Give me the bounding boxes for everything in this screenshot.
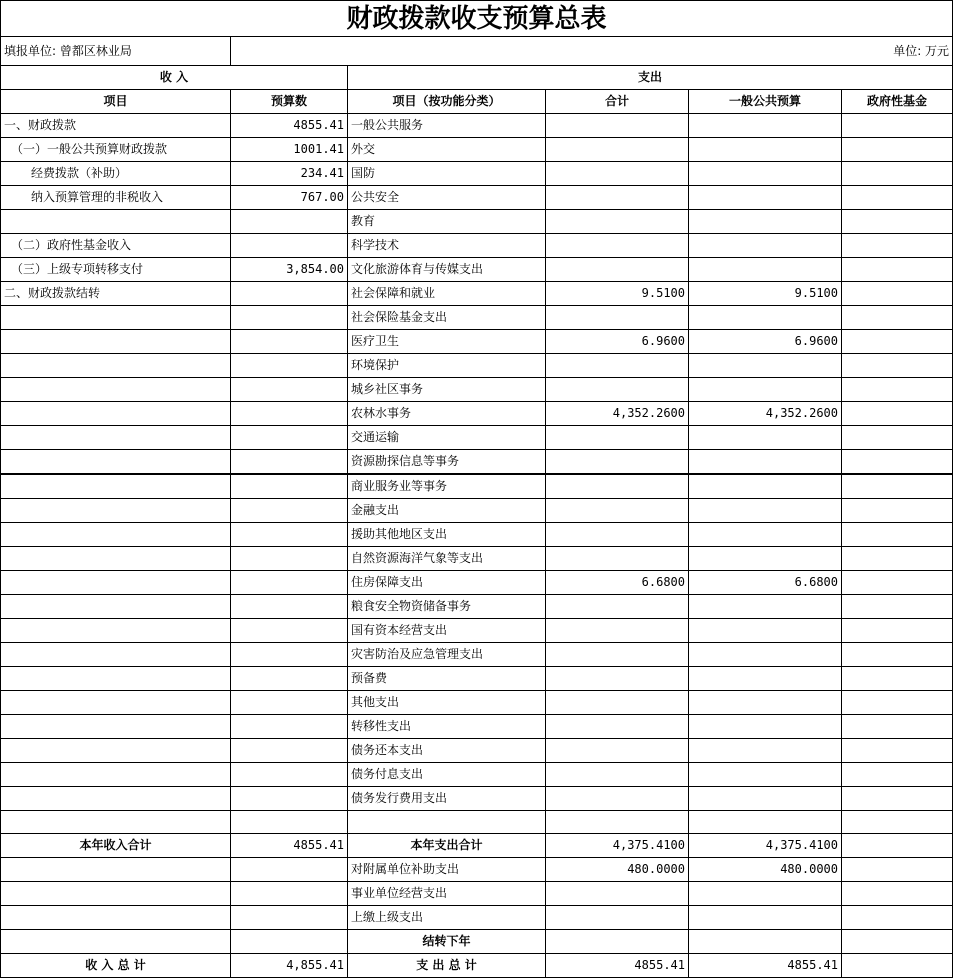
- expense-total-cell: [546, 234, 689, 258]
- table-row: [1, 162, 953, 186]
- expense-general-cell: [689, 691, 842, 715]
- expense-general-cell: [689, 811, 842, 834]
- income-amount-cell: 3,854.00: [231, 258, 348, 282]
- table-row: [1, 330, 953, 354]
- table-row: [1, 834, 953, 858]
- expense-total-cell: [546, 306, 689, 330]
- expense-fund-cell: [842, 330, 953, 354]
- table-row: [1, 954, 953, 978]
- income-amount-cell: [231, 595, 348, 619]
- expense-fund-cell: [842, 306, 953, 330]
- income-item-cell: （三）上级专项转移支付: [1, 258, 231, 282]
- income-amount-cell: [231, 571, 348, 595]
- income-item-cell: 纳入预算管理的非税收入: [1, 186, 231, 210]
- expense-general-cell: [689, 234, 842, 258]
- expense-item-cell: 资源勘探信息等事务: [348, 450, 546, 475]
- expense-item-cell: 城乡社区事务: [348, 378, 546, 402]
- income-amount-cell: 4855.41: [231, 114, 348, 138]
- expense-fund-cell: [842, 210, 953, 234]
- table-row: [1, 523, 953, 547]
- table-row: [1, 186, 953, 210]
- income-amount-cell: [231, 474, 348, 499]
- expense-general-cell: 6.9600: [689, 330, 842, 354]
- table-row: [1, 930, 953, 954]
- income-amount-cell: 234.41: [231, 162, 348, 186]
- expense-total-cell: [546, 474, 689, 499]
- expense-general-cell: [689, 114, 842, 138]
- expense-general-cell: [689, 162, 842, 186]
- income-amount-cell: [231, 354, 348, 378]
- income-amount-cell: [231, 930, 348, 954]
- income-amount-cell: 4,855.41: [231, 954, 348, 978]
- expense-item-cell: 其他支出: [348, 691, 546, 715]
- expense-fund-cell: [842, 595, 953, 619]
- expense-general-cell: 480.0000: [689, 858, 842, 882]
- col-gov-fund-header: 政府性基金: [842, 90, 953, 114]
- expense-general-cell: [689, 378, 842, 402]
- table-row: [1, 619, 953, 643]
- expense-general-cell: 4855.41: [689, 954, 842, 978]
- income-amount-cell: [231, 619, 348, 643]
- expense-item-cell: 环境保护: [348, 354, 546, 378]
- income-item-cell: [1, 739, 231, 763]
- income-amount-cell: [231, 811, 348, 834]
- expense-total-cell: [546, 378, 689, 402]
- income-item-cell: [1, 643, 231, 667]
- expense-fund-cell: [842, 763, 953, 787]
- income-item-cell: [1, 547, 231, 571]
- income-item-cell: [1, 499, 231, 523]
- expense-total-cell: [546, 787, 689, 811]
- expense-total-cell: 4855.41: [546, 954, 689, 978]
- expense-general-cell: [689, 643, 842, 667]
- income-amount-cell: [231, 763, 348, 787]
- income-amount-cell: [231, 426, 348, 450]
- expense-general-cell: [689, 306, 842, 330]
- table-row: [1, 354, 953, 378]
- page-title: 财政拨款收支预算总表: [0, 0, 953, 36]
- expense-general-cell: [689, 882, 842, 906]
- expense-fund-cell: [842, 571, 953, 595]
- expense-item-cell: 医疗卫生: [348, 330, 546, 354]
- expense-total-cell: 6.6800: [546, 571, 689, 595]
- income-item-cell: [1, 450, 231, 475]
- income-amount-cell: [231, 282, 348, 306]
- expense-item-cell: 国防: [348, 162, 546, 186]
- income-amount-cell: [231, 739, 348, 763]
- income-item-cell: （二）政府性基金收入: [1, 234, 231, 258]
- expense-fund-cell: [842, 402, 953, 426]
- expense-item-cell: 债务付息支出: [348, 763, 546, 787]
- expense-total-cell: [546, 906, 689, 930]
- income-item-cell: 二、财政拨款结转: [1, 282, 231, 306]
- expense-general-cell: [689, 354, 842, 378]
- income-item-cell: [1, 763, 231, 787]
- table-row: [1, 210, 953, 234]
- expense-total-cell: [546, 643, 689, 667]
- expense-item-cell: 结转下年: [348, 930, 546, 954]
- col-item-header: 项目: [1, 90, 231, 114]
- table-row: [1, 763, 953, 787]
- col-general-header: 一般公共预算: [689, 90, 842, 114]
- column-header-row: [1, 90, 953, 114]
- table-row: [1, 643, 953, 667]
- expense-fund-cell: [842, 930, 953, 954]
- expense-item-cell: 对附属单位补助支出: [348, 858, 546, 882]
- expense-item-cell: 科学技术: [348, 234, 546, 258]
- expense-item-cell: 交通运输: [348, 426, 546, 450]
- table-row: [1, 114, 953, 138]
- income-amount-cell: [231, 523, 348, 547]
- expense-item-cell: 农林水事务: [348, 402, 546, 426]
- table-row: [1, 547, 953, 571]
- expense-total-cell: [546, 426, 689, 450]
- expense-item-cell: 公共安全: [348, 186, 546, 210]
- income-item-cell: 收 入 总 计: [1, 954, 231, 978]
- reporting-unit: 填报单位: 曾都区林业局: [1, 37, 231, 66]
- expense-total-cell: [546, 499, 689, 523]
- expense-fund-cell: [842, 426, 953, 450]
- expense-fund-cell: [842, 954, 953, 978]
- expense-general-cell: [689, 619, 842, 643]
- expense-fund-cell: [842, 234, 953, 258]
- col-budget-header: 预算数: [231, 90, 348, 114]
- expense-total-cell: [546, 258, 689, 282]
- income-item-cell: [1, 571, 231, 595]
- expense-fund-cell: [842, 547, 953, 571]
- expense-general-cell: [689, 667, 842, 691]
- expense-total-cell: [546, 523, 689, 547]
- table-row: [1, 499, 953, 523]
- expense-total-cell: [546, 114, 689, 138]
- income-item-cell: [1, 715, 231, 739]
- expense-fund-cell: [842, 114, 953, 138]
- expense-total-cell: 480.0000: [546, 858, 689, 882]
- table-row: [1, 667, 953, 691]
- income-item-cell: [1, 474, 231, 499]
- table-row: [1, 811, 953, 834]
- income-item-cell: [1, 691, 231, 715]
- income-amount-cell: [231, 450, 348, 475]
- expense-fund-cell: [842, 186, 953, 210]
- expense-item-cell: 本年支出合计: [348, 834, 546, 858]
- expense-general-cell: [689, 763, 842, 787]
- expense-total-cell: [546, 715, 689, 739]
- col-total-header: 合计: [546, 90, 689, 114]
- expense-item-cell: 债务发行费用支出: [348, 787, 546, 811]
- expense-general-cell: 4,375.4100: [689, 834, 842, 858]
- expense-general-cell: [689, 547, 842, 571]
- expense-item-cell: 自然资源海洋气象等支出: [348, 547, 546, 571]
- expense-item-cell: 社会保障和就业: [348, 282, 546, 306]
- expense-general-cell: [689, 186, 842, 210]
- budget-table: [0, 36, 953, 978]
- income-item-cell: [1, 210, 231, 234]
- expense-fund-cell: [842, 450, 953, 475]
- table-row: [1, 450, 953, 475]
- income-amount-cell: 767.00: [231, 186, 348, 210]
- expense-total-cell: [546, 763, 689, 787]
- expense-fund-cell: [842, 523, 953, 547]
- income-item-cell: [1, 619, 231, 643]
- expense-total-cell: [546, 811, 689, 834]
- income-amount-cell: [231, 306, 348, 330]
- expense-item-cell: [348, 811, 546, 834]
- expense-fund-cell: [842, 691, 953, 715]
- table-row: [1, 906, 953, 930]
- expense-general-cell: 6.6800: [689, 571, 842, 595]
- table-row: [1, 402, 953, 426]
- income-item-cell: [1, 402, 231, 426]
- expense-item-cell: 事业单位经营支出: [348, 882, 546, 906]
- expense-item-cell: 一般公共服务: [348, 114, 546, 138]
- expense-total-cell: 4,375.4100: [546, 834, 689, 858]
- expense-general-cell: [689, 138, 842, 162]
- income-amount-cell: [231, 234, 348, 258]
- income-amount-cell: [231, 906, 348, 930]
- expense-total-cell: 4,352.2600: [546, 402, 689, 426]
- expense-general-cell: [689, 258, 842, 282]
- expense-item-cell: 外交: [348, 138, 546, 162]
- income-amount-cell: [231, 402, 348, 426]
- table-row: [1, 306, 953, 330]
- income-item-cell: [1, 858, 231, 882]
- expense-fund-cell: [842, 834, 953, 858]
- income-item-cell: [1, 306, 231, 330]
- table-row: [1, 474, 953, 499]
- expense-item-cell: 国有资本经营支出: [348, 619, 546, 643]
- expense-general-cell: [689, 426, 842, 450]
- income-amount-cell: [231, 787, 348, 811]
- income-item-cell: [1, 595, 231, 619]
- income-amount-cell: [231, 643, 348, 667]
- expense-total-cell: 6.9600: [546, 330, 689, 354]
- expense-fund-cell: [842, 787, 953, 811]
- section-header-row: [1, 66, 953, 90]
- table-row: [1, 234, 953, 258]
- table-row: [1, 882, 953, 906]
- expense-general-cell: [689, 595, 842, 619]
- expense-item-cell: 预备费: [348, 667, 546, 691]
- income-header: 收 入: [1, 66, 348, 90]
- income-amount-cell: [231, 547, 348, 571]
- expense-general-cell: [689, 930, 842, 954]
- expense-general-cell: 9.5100: [689, 282, 842, 306]
- expense-fund-cell: [842, 667, 953, 691]
- table-row: [1, 739, 953, 763]
- income-amount-cell: [231, 715, 348, 739]
- income-amount-cell: [231, 210, 348, 234]
- expense-header: 支出: [348, 66, 953, 90]
- income-item-cell: [1, 811, 231, 834]
- income-item-cell: [1, 667, 231, 691]
- expense-item-cell: 商业服务业等事务: [348, 474, 546, 499]
- expense-item-cell: 金融支出: [348, 499, 546, 523]
- table-row: [1, 858, 953, 882]
- expense-item-cell: 教育: [348, 210, 546, 234]
- income-item-cell: 一、财政拨款: [1, 114, 231, 138]
- expense-fund-cell: [842, 619, 953, 643]
- expense-item-cell: 社会保险基金支出: [348, 306, 546, 330]
- expense-general-cell: [689, 906, 842, 930]
- table-row: [1, 595, 953, 619]
- currency-unit: 单位: 万元: [231, 37, 953, 66]
- income-amount-cell: [231, 882, 348, 906]
- expense-general-cell: 4,352.2600: [689, 402, 842, 426]
- col-func-item-header: 项目（按功能分类）: [348, 90, 546, 114]
- table-row: [1, 282, 953, 306]
- expense-total-cell: [546, 450, 689, 475]
- expense-fund-cell: [842, 906, 953, 930]
- expense-item-cell: 住房保障支出: [348, 571, 546, 595]
- income-item-cell: [1, 378, 231, 402]
- expense-general-cell: [689, 715, 842, 739]
- expense-total-cell: [546, 354, 689, 378]
- expense-item-cell: 粮食安全物资储备事务: [348, 595, 546, 619]
- expense-item-cell: 债务还本支出: [348, 739, 546, 763]
- table-row: [1, 787, 953, 811]
- income-item-cell: [1, 426, 231, 450]
- income-item-cell: [1, 523, 231, 547]
- expense-item-cell: 文化旅游体育与传媒支出: [348, 258, 546, 282]
- expense-total-cell: [546, 162, 689, 186]
- table-row: [1, 426, 953, 450]
- expense-fund-cell: [842, 354, 953, 378]
- expense-general-cell: [689, 210, 842, 234]
- income-item-cell: [1, 354, 231, 378]
- expense-total-cell: [546, 739, 689, 763]
- income-amount-cell: [231, 378, 348, 402]
- expense-general-cell: [689, 450, 842, 475]
- expense-fund-cell: [842, 282, 953, 306]
- income-amount-cell: [231, 667, 348, 691]
- expense-item-cell: 灾害防治及应急管理支出: [348, 643, 546, 667]
- income-item-cell: （一）一般公共预算财政拨款: [1, 138, 231, 162]
- income-amount-cell: 1001.41: [231, 138, 348, 162]
- expense-total-cell: [546, 619, 689, 643]
- table-row: [1, 378, 953, 402]
- expense-fund-cell: [842, 858, 953, 882]
- expense-fund-cell: [842, 811, 953, 834]
- expense-general-cell: [689, 523, 842, 547]
- table-row: [1, 571, 953, 595]
- expense-total-cell: [546, 595, 689, 619]
- expense-fund-cell: [842, 882, 953, 906]
- income-amount-cell: [231, 499, 348, 523]
- expense-fund-cell: [842, 474, 953, 499]
- table-row: [1, 715, 953, 739]
- expense-fund-cell: [842, 715, 953, 739]
- income-item-cell: 经费拨款（补助）: [1, 162, 231, 186]
- expense-total-cell: [546, 882, 689, 906]
- income-item-cell: [1, 882, 231, 906]
- expense-total-cell: [546, 667, 689, 691]
- expense-total-cell: [546, 691, 689, 715]
- expense-general-cell: [689, 474, 842, 499]
- expense-general-cell: [689, 499, 842, 523]
- income-item-cell: [1, 787, 231, 811]
- expense-total-cell: [546, 930, 689, 954]
- table-row: [1, 138, 953, 162]
- expense-item-cell: 上缴上级支出: [348, 906, 546, 930]
- expense-item-cell: 转移性支出: [348, 715, 546, 739]
- income-amount-cell: [231, 691, 348, 715]
- income-amount-cell: [231, 330, 348, 354]
- expense-fund-cell: [842, 499, 953, 523]
- meta-row: [1, 37, 953, 66]
- expense-fund-cell: [842, 739, 953, 763]
- expense-general-cell: [689, 739, 842, 763]
- expense-total-cell: [546, 186, 689, 210]
- expense-fund-cell: [842, 162, 953, 186]
- expense-general-cell: [689, 787, 842, 811]
- expense-fund-cell: [842, 258, 953, 282]
- income-item-cell: [1, 906, 231, 930]
- expense-item-cell: 支 出 总 计: [348, 954, 546, 978]
- income-item-cell: 本年收入合计: [1, 834, 231, 858]
- expense-fund-cell: [842, 378, 953, 402]
- income-amount-cell: 4855.41: [231, 834, 348, 858]
- table-row: [1, 691, 953, 715]
- income-amount-cell: [231, 858, 348, 882]
- income-item-cell: [1, 930, 231, 954]
- expense-fund-cell: [842, 138, 953, 162]
- expense-item-cell: 援助其他地区支出: [348, 523, 546, 547]
- table-row: [1, 258, 953, 282]
- expense-total-cell: [546, 547, 689, 571]
- expense-total-cell: [546, 138, 689, 162]
- expense-total-cell: 9.5100: [546, 282, 689, 306]
- income-item-cell: [1, 330, 231, 354]
- expense-fund-cell: [842, 643, 953, 667]
- expense-total-cell: [546, 210, 689, 234]
